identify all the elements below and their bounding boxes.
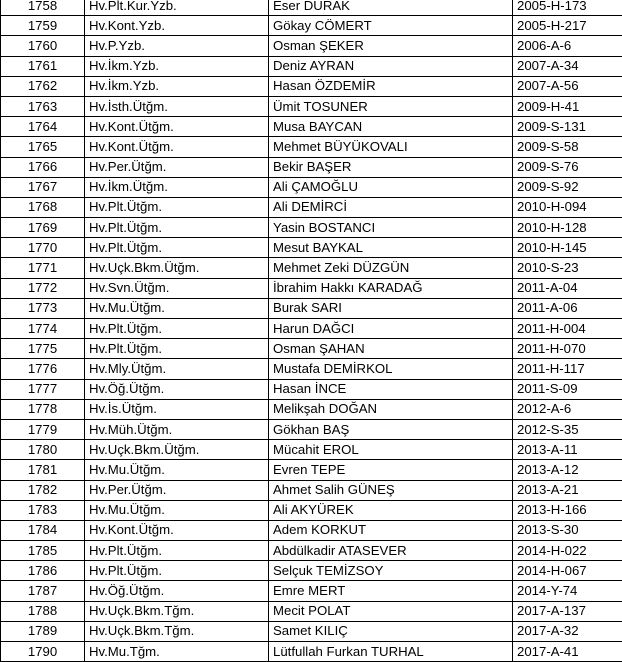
row-number-cell: 1770: [1, 238, 85, 258]
row-number-cell: 1762: [1, 76, 85, 96]
person-name-cell: Osman ŞEKER: [269, 36, 513, 56]
registry-number-cell: 2009-H-41: [513, 96, 622, 116]
table-row: [1, 500, 622, 520]
row-number-cell: 1782: [1, 480, 85, 500]
person-name-cell: Gökhan BAŞ: [269, 419, 513, 439]
person-name-cell: Yasin BOSTANCI: [269, 218, 513, 238]
rank-cell: Hv.Per.Ütğm.: [85, 480, 269, 500]
registry-number-cell: 2013-A-21: [513, 480, 622, 500]
table-row: [1, 258, 622, 278]
rank-cell: Hv.İkm.Yzb.: [85, 76, 269, 96]
registry-number-cell: 2007-A-34: [513, 56, 622, 76]
registry-number-cell: 2012-S-35: [513, 419, 622, 439]
rank-cell: Hv.Öğ.Ütğm.: [85, 581, 269, 601]
person-name-cell: Deniz AYRAN: [269, 56, 513, 76]
row-number-cell: 1778: [1, 399, 85, 419]
registry-number-cell: 2013-A-12: [513, 460, 622, 480]
registry-number-cell: 2009-S-76: [513, 157, 622, 177]
table-row: [1, 541, 622, 561]
rank-cell: Hv.Plt.Ütğm.: [85, 541, 269, 561]
person-name-cell: Mehmet Zeki DÜZGÜN: [269, 258, 513, 278]
registry-number-cell: 2013-A-11: [513, 440, 622, 460]
row-number-cell: 1784: [1, 520, 85, 540]
table-row: [1, 480, 622, 500]
table-row: [1, 460, 622, 480]
table-row: [1, 399, 622, 419]
registry-number-cell: 2014-H-022: [513, 541, 622, 561]
row-number-cell: 1786: [1, 561, 85, 581]
row-number-cell: 1760: [1, 36, 85, 56]
row-number-cell: 1773: [1, 298, 85, 318]
person-name-cell: Osman ŞAHAN: [269, 339, 513, 359]
row-number-cell: 1789: [1, 621, 85, 641]
row-number-cell: 1758: [1, 0, 85, 16]
registry-number-cell: 2014-H-067: [513, 561, 622, 581]
rank-cell: Hv.Uçk.Bkm.Ütğm.: [85, 258, 269, 278]
table-row: [1, 96, 622, 116]
registry-number-cell: 2011-A-04: [513, 278, 622, 298]
row-number-cell: 1788: [1, 601, 85, 621]
row-number-cell: 1759: [1, 16, 85, 36]
person-name-cell: Harun DAĞCI: [269, 319, 513, 339]
rank-cell: Hv.Kont.Ütğm.: [85, 520, 269, 540]
row-number-cell: 1768: [1, 197, 85, 217]
person-name-cell: Melikşah DOĞAN: [269, 399, 513, 419]
rank-cell: Hv.Uçk.Bkm.Ütğm.: [85, 440, 269, 460]
table-row: [1, 319, 622, 339]
registry-number-cell: 2017-A-32: [513, 621, 622, 641]
row-number-cell: 1790: [1, 642, 85, 662]
rank-cell: Hv.İkm.Yzb.: [85, 56, 269, 76]
rank-cell: Hv.P.Yzb.: [85, 36, 269, 56]
rank-cell: Hv.Mly.Ütğm.: [85, 359, 269, 379]
row-number-cell: 1772: [1, 278, 85, 298]
registry-number-cell: 2010-H-094: [513, 197, 622, 217]
person-name-cell: Mustafa DEMİRKOL: [269, 359, 513, 379]
person-name-cell: Ahmet Salih GÜNEŞ: [269, 480, 513, 500]
table-row: [1, 137, 622, 157]
table-row: [1, 56, 622, 76]
row-number-cell: 1765: [1, 137, 85, 157]
table-row: [1, 520, 622, 540]
table-row: [1, 440, 622, 460]
table-row: [1, 278, 622, 298]
row-number-cell: 1787: [1, 581, 85, 601]
rank-cell: Hv.İkm.Ütğm.: [85, 177, 269, 197]
registry-number-cell: 2005-H-173: [513, 0, 622, 16]
person-name-cell: Hasan ÖZDEMİR: [269, 76, 513, 96]
rank-cell: Hv.İsth.Ütğm.: [85, 96, 269, 116]
rank-cell: Hv.Plt.Kur.Yzb.: [85, 0, 269, 16]
registry-number-cell: 2006-A-6: [513, 36, 622, 56]
person-name-cell: Bekir BAŞER: [269, 157, 513, 177]
table-row: [1, 642, 622, 662]
registry-number-cell: 2013-H-166: [513, 500, 622, 520]
table-row: [1, 177, 622, 197]
table-row: [1, 621, 622, 641]
table-row: [1, 0, 622, 16]
table-row: [1, 16, 622, 36]
person-name-cell: Adem KORKUT: [269, 520, 513, 540]
table-row: [1, 36, 622, 56]
rank-cell: Hv.Plt.Ütğm.: [85, 339, 269, 359]
person-name-cell: Emre MERT: [269, 581, 513, 601]
table-row: [1, 218, 622, 238]
table-row: [1, 379, 622, 399]
rank-cell: Hv.Mu.Ütğm.: [85, 500, 269, 520]
registry-number-cell: 2011-S-09: [513, 379, 622, 399]
person-name-cell: Mesut BAYKAL: [269, 238, 513, 258]
rank-cell: Hv.Öğ.Ütğm.: [85, 379, 269, 399]
table-body: [1, 0, 622, 662]
person-name-cell: Hasan İNCE: [269, 379, 513, 399]
row-number-cell: 1761: [1, 56, 85, 76]
rank-cell: Hv.Mu.Ütğm.: [85, 460, 269, 480]
person-name-cell: Mehmet BÜYÜKOVALI: [269, 137, 513, 157]
rank-cell: Hv.Uçk.Bkm.Tğm.: [85, 601, 269, 621]
person-name-cell: Mecit POLAT: [269, 601, 513, 621]
registry-number-cell: 2011-A-06: [513, 298, 622, 318]
registry-number-cell: 2017-A-137: [513, 601, 622, 621]
row-number-cell: 1766: [1, 157, 85, 177]
registry-number-cell: 2013-S-30: [513, 520, 622, 540]
person-name-cell: Musa BAYCAN: [269, 117, 513, 137]
registry-number-cell: 2011-H-004: [513, 319, 622, 339]
row-number-cell: 1783: [1, 500, 85, 520]
rank-cell: Hv.Müh.Ütğm.: [85, 419, 269, 439]
person-name-cell: Burak SARI: [269, 298, 513, 318]
rank-cell: Hv.Mu.Tğm.: [85, 642, 269, 662]
row-number-cell: 1763: [1, 96, 85, 116]
registry-number-cell: 2011-H-117: [513, 359, 622, 379]
rank-cell: Hv.Mu.Ütğm.: [85, 298, 269, 318]
person-name-cell: Ali DEMİRCİ: [269, 197, 513, 217]
person-name-cell: Ali ÇAMOĞLU: [269, 177, 513, 197]
registry-number-cell: 2017-A-41: [513, 642, 622, 662]
row-number-cell: 1777: [1, 379, 85, 399]
row-number-cell: 1779: [1, 419, 85, 439]
row-number-cell: 1775: [1, 339, 85, 359]
row-number-cell: 1764: [1, 117, 85, 137]
table-row: [1, 359, 622, 379]
rank-cell: Hv.Plt.Ütğm.: [85, 197, 269, 217]
table-row: [1, 197, 622, 217]
table-row: [1, 298, 622, 318]
row-number-cell: 1767: [1, 177, 85, 197]
rank-cell: Hv.Plt.Ütğm.: [85, 561, 269, 581]
table-row: [1, 339, 622, 359]
person-name-cell: Eser DURAK: [269, 0, 513, 16]
rank-cell: Hv.Svn.Ütğm.: [85, 278, 269, 298]
rank-cell: Hv.Per.Ütğm.: [85, 157, 269, 177]
rank-cell: Hv.Plt.Ütğm.: [85, 238, 269, 258]
row-number-cell: 1769: [1, 218, 85, 238]
registry-number-cell: 2012-A-6: [513, 399, 622, 419]
person-name-cell: Gökay CÖMERT: [269, 16, 513, 36]
person-name-cell: Lütfullah Furkan TURHAL: [269, 642, 513, 662]
rank-cell: Hv.Plt.Ütğm.: [85, 319, 269, 339]
registry-number-cell: 2009-S-131: [513, 117, 622, 137]
person-name-cell: Selçuk TEMİZSOY: [269, 561, 513, 581]
table-row: [1, 419, 622, 439]
person-name-cell: Abdülkadir ATASEVER: [269, 541, 513, 561]
person-name-cell: Ümit TOSUNER: [269, 96, 513, 116]
rank-cell: Hv.Kont.Yzb.: [85, 16, 269, 36]
registry-number-cell: 2007-A-56: [513, 76, 622, 96]
rank-cell: Hv.Uçk.Bkm.Tğm.: [85, 621, 269, 641]
registry-number-cell: 2005-H-217: [513, 16, 622, 36]
row-number-cell: 1781: [1, 460, 85, 480]
person-name-cell: Mücahit EROL: [269, 440, 513, 460]
table-row: [1, 601, 622, 621]
person-name-cell: Samet KILIÇ: [269, 621, 513, 641]
rank-cell: Hv.Plt.Ütğm.: [85, 218, 269, 238]
row-number-cell: 1776: [1, 359, 85, 379]
table-row: [1, 76, 622, 96]
table-row: [1, 561, 622, 581]
person-name-cell: Evren TEPE: [269, 460, 513, 480]
registry-number-cell: 2011-H-070: [513, 339, 622, 359]
row-number-cell: 1785: [1, 541, 85, 561]
row-number-cell: 1771: [1, 258, 85, 278]
registry-number-cell: 2009-S-58: [513, 137, 622, 157]
registry-number-cell: 2010-H-128: [513, 218, 622, 238]
registry-number-cell: 2014-Y-74: [513, 581, 622, 601]
registry-number-cell: 2009-S-92: [513, 177, 622, 197]
table-row: [1, 117, 622, 137]
table-row: [1, 581, 622, 601]
registry-number-cell: 2010-S-23: [513, 258, 622, 278]
rank-cell: Hv.Kont.Ütğm.: [85, 117, 269, 137]
registry-number-cell: 2010-H-145: [513, 238, 622, 258]
row-number-cell: 1774: [1, 319, 85, 339]
rank-cell: Hv.İs.Ütğm.: [85, 399, 269, 419]
table-row: [1, 238, 622, 258]
person-name-cell: Ali AKYÜREK: [269, 500, 513, 520]
row-number-cell: 1780: [1, 440, 85, 460]
table-row: [1, 157, 622, 177]
rank-cell: Hv.Kont.Ütğm.: [85, 137, 269, 157]
person-name-cell: İbrahim Hakkı KARADAĞ: [269, 278, 513, 298]
